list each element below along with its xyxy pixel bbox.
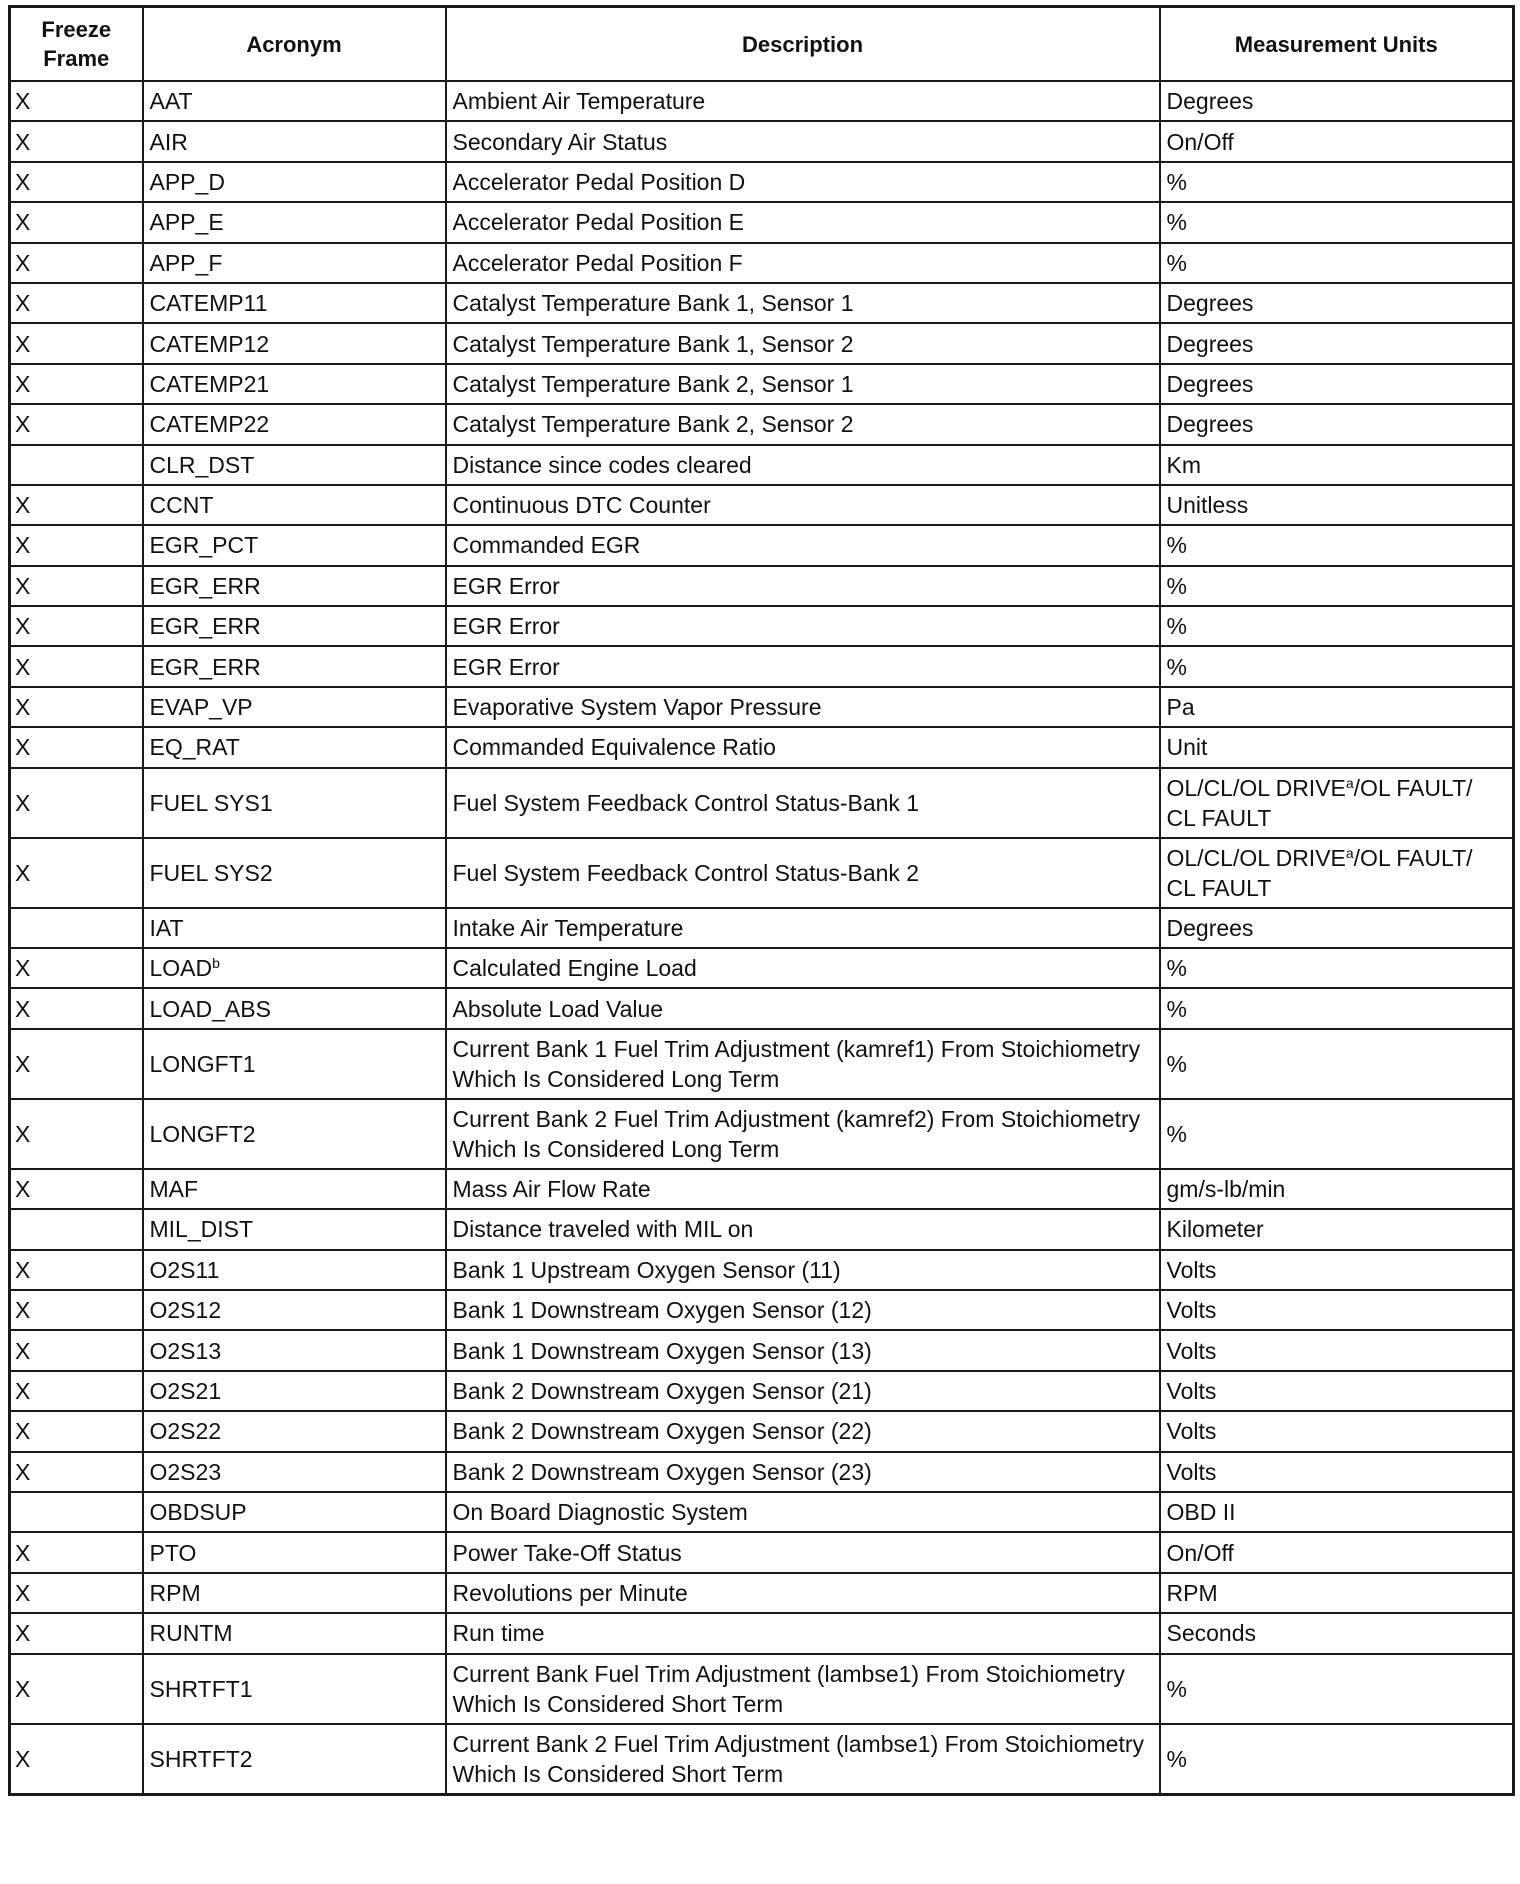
table-row	[10, 162, 1514, 202]
table-row	[10, 1029, 1514, 1099]
table-row	[10, 646, 1514, 686]
cell-measurement-units: Km	[1160, 445, 1514, 485]
cell-freeze-frame: X	[10, 121, 143, 161]
cell-freeze-frame: X	[10, 1169, 143, 1209]
cell-measurement-units: Volts	[1160, 1290, 1514, 1330]
cell-acronym: EVAP_VP	[143, 687, 446, 727]
cell-acronym: O2S22	[143, 1411, 446, 1451]
cell-freeze-frame: X	[10, 1613, 143, 1653]
cell-measurement-units: gm/s-lb/min	[1160, 1169, 1514, 1209]
cell-acronym: SHRTFT2	[143, 1724, 446, 1795]
cell-freeze-frame: X	[10, 1290, 143, 1330]
table-row	[10, 1492, 1514, 1532]
table-row	[10, 1452, 1514, 1492]
cell-freeze-frame: X	[10, 988, 143, 1028]
pid-table	[8, 5, 1515, 1796]
cell-measurement-units: Unit	[1160, 727, 1514, 767]
table-row	[10, 838, 1514, 908]
cell-freeze-frame: X	[10, 606, 143, 646]
footnote-marker: a	[1345, 844, 1354, 861]
table-row	[10, 243, 1514, 283]
cell-acronym: PTO	[143, 1532, 446, 1572]
cell-description: Power Take-Off Status	[446, 1532, 1160, 1572]
pid-reference-table-page	[8, 5, 1515, 1796]
cell-measurement-units: %	[1160, 566, 1514, 606]
table-row	[10, 768, 1514, 838]
cell-description: Accelerator Pedal Position E	[446, 202, 1160, 242]
table-row	[10, 283, 1514, 323]
cell-acronym: CCNT	[143, 485, 446, 525]
cell-measurement-units: %	[1160, 1724, 1514, 1795]
cell-measurement-units: %	[1160, 162, 1514, 202]
table-row	[10, 606, 1514, 646]
cell-description: Current Bank 1 Fuel Trim Adjustment (kamref1) From Stoichiometry Which Is Considered Long Term	[446, 1029, 1160, 1099]
cell-freeze-frame: X	[10, 243, 143, 283]
cell-description: Evaporative System Vapor Pressure	[446, 687, 1160, 727]
cell-freeze-frame: X	[10, 81, 143, 121]
cell-measurement-units: On/Off	[1160, 1532, 1514, 1572]
cell-acronym: AAT	[143, 81, 446, 121]
cell-acronym: FUEL SYS1	[143, 768, 446, 838]
cell-acronym: AIR	[143, 121, 446, 161]
cell-measurement-units: %	[1160, 525, 1514, 565]
cell-description: Ambient Air Temperature	[446, 81, 1160, 121]
cell-freeze-frame	[10, 1209, 143, 1249]
cell-freeze-frame	[10, 445, 143, 485]
cell-description: Bank 2 Downstream Oxygen Sensor (23)	[446, 1452, 1160, 1492]
cell-freeze-frame: X	[10, 1371, 143, 1411]
cell-acronym: APP_F	[143, 243, 446, 283]
cell-freeze-frame: X	[10, 646, 143, 686]
table-row	[10, 1411, 1514, 1451]
cell-acronym: RPM	[143, 1573, 446, 1613]
table-row	[10, 1099, 1514, 1169]
header-row	[10, 7, 1514, 82]
table-row	[10, 1654, 1514, 1724]
header-description: Description	[446, 7, 1160, 82]
cell-freeze-frame: X	[10, 1532, 143, 1572]
cell-acronym: CATEMP12	[143, 323, 446, 363]
cell-measurement-units: %	[1160, 988, 1514, 1028]
cell-acronym: EGR_PCT	[143, 525, 446, 565]
cell-description: Accelerator Pedal Position F	[446, 243, 1160, 283]
cell-measurement-units: Degrees	[1160, 323, 1514, 363]
cell-freeze-frame: X	[10, 525, 143, 565]
cell-freeze-frame: X	[10, 1099, 143, 1169]
cell-acronym: EGR_ERR	[143, 566, 446, 606]
cell-acronym: O2S13	[143, 1330, 446, 1370]
table-row	[10, 988, 1514, 1028]
table-row	[10, 1613, 1514, 1653]
cell-acronym: CATEMP21	[143, 364, 446, 404]
cell-description: Commanded Equivalence Ratio	[446, 727, 1160, 767]
cell-measurement-units: %	[1160, 243, 1514, 283]
cell-acronym: SHRTFT1	[143, 1654, 446, 1724]
table-row	[10, 364, 1514, 404]
cell-acronym: OBDSUP	[143, 1492, 446, 1532]
cell-acronym: O2S12	[143, 1290, 446, 1330]
table-row	[10, 404, 1514, 444]
cell-measurement-units: %	[1160, 1099, 1514, 1169]
cell-description: EGR Error	[446, 646, 1160, 686]
cell-measurement-units: OBD II	[1160, 1492, 1514, 1532]
table-row	[10, 1573, 1514, 1613]
table-row	[10, 727, 1514, 767]
cell-description: Absolute Load Value	[446, 988, 1160, 1028]
cell-acronym: O2S11	[143, 1250, 446, 1290]
cell-description: Fuel System Feedback Control Status-Bank 2	[446, 838, 1160, 908]
cell-freeze-frame: X	[10, 1654, 143, 1724]
cell-measurement-units: On/Off	[1160, 121, 1514, 161]
cell-freeze-frame: X	[10, 687, 143, 727]
units-text-part2: /OL FAULT/ CL FAULT	[1166, 774, 1473, 831]
cell-measurement-units	[1160, 838, 1514, 908]
cell-description: Current Bank 2 Fuel Trim Adjustment (lambse1) From Stoichiometry Which Is Considered Short Term	[446, 1724, 1160, 1795]
table-row	[10, 1724, 1514, 1795]
cell-freeze-frame: X	[10, 485, 143, 525]
cell-freeze-frame: X	[10, 1411, 143, 1451]
cell-description: Continuous DTC Counter	[446, 485, 1160, 525]
cell-freeze-frame: X	[10, 364, 143, 404]
cell-description: EGR Error	[446, 566, 1160, 606]
cell-acronym: MIL_DIST	[143, 1209, 446, 1249]
table-row	[10, 323, 1514, 363]
cell-description: Catalyst Temperature Bank 1, Sensor 2	[446, 323, 1160, 363]
cell-measurement-units: Volts	[1160, 1411, 1514, 1451]
cell-description: Run time	[446, 1613, 1160, 1653]
cell-description: Bank 2 Downstream Oxygen Sensor (21)	[446, 1371, 1160, 1411]
cell-measurement-units: %	[1160, 1654, 1514, 1724]
cell-acronym: RUNTM	[143, 1613, 446, 1653]
cell-description: Mass Air Flow Rate	[446, 1169, 1160, 1209]
cell-measurement-units: %	[1160, 646, 1514, 686]
cell-description: On Board Diagnostic System	[446, 1492, 1160, 1532]
cell-measurement-units: Volts	[1160, 1330, 1514, 1370]
cell-freeze-frame: X	[10, 948, 143, 988]
table-row	[10, 1250, 1514, 1290]
table-row	[10, 908, 1514, 948]
cell-freeze-frame: X	[10, 162, 143, 202]
cell-freeze-frame: X	[10, 1573, 143, 1613]
cell-acronym: CLR_DST	[143, 445, 446, 485]
cell-description: Bank 1 Upstream Oxygen Sensor (11)	[446, 1250, 1160, 1290]
cell-freeze-frame: X	[10, 202, 143, 242]
header-freeze-frame: Freeze Frame	[10, 7, 143, 82]
cell-freeze-frame	[10, 1492, 143, 1532]
cell-freeze-frame: X	[10, 283, 143, 323]
cell-description: Intake Air Temperature	[446, 908, 1160, 948]
cell-description: Secondary Air Status	[446, 121, 1160, 161]
cell-measurement-units: Degrees	[1160, 283, 1514, 323]
cell-measurement-units: %	[1160, 606, 1514, 646]
cell-measurement-units: Degrees	[1160, 404, 1514, 444]
cell-acronym: CATEMP22	[143, 404, 446, 444]
cell-measurement-units: Kilometer	[1160, 1209, 1514, 1249]
cell-description: Distance traveled with MIL on	[446, 1209, 1160, 1249]
table-row	[10, 1290, 1514, 1330]
cell-description: Revolutions per Minute	[446, 1573, 1160, 1613]
cell-measurement-units: %	[1160, 948, 1514, 988]
table-row	[10, 81, 1514, 121]
table-row	[10, 202, 1514, 242]
table-row	[10, 1532, 1514, 1572]
table-row	[10, 525, 1514, 565]
cell-measurement-units: Unitless	[1160, 485, 1514, 525]
cell-measurement-units: Degrees	[1160, 908, 1514, 948]
cell-acronym: O2S23	[143, 1452, 446, 1492]
cell-description: Current Bank 2 Fuel Trim Adjustment (kamref2) From Stoichiometry Which Is Considered Long Term	[446, 1099, 1160, 1169]
table-row	[10, 1169, 1514, 1209]
acronym-text: LOAD	[149, 955, 213, 982]
cell-freeze-frame: X	[10, 727, 143, 767]
cell-acronym: APP_D	[143, 162, 446, 202]
cell-acronym: LOAD_ABS	[143, 988, 446, 1028]
cell-measurement-units	[1160, 768, 1514, 838]
cell-freeze-frame: X	[10, 1452, 143, 1492]
cell-acronym: LONGFT2	[143, 1099, 446, 1169]
cell-description: EGR Error	[446, 606, 1160, 646]
cell-acronym: IAT	[143, 908, 446, 948]
cell-measurement-units: %	[1160, 1029, 1514, 1099]
cell-measurement-units: Pa	[1160, 687, 1514, 727]
cell-freeze-frame: X	[10, 323, 143, 363]
cell-description: Bank 2 Downstream Oxygen Sensor (22)	[446, 1411, 1160, 1451]
cell-acronym: LONGFT1	[143, 1029, 446, 1099]
cell-freeze-frame: X	[10, 1250, 143, 1290]
cell-description: Commanded EGR	[446, 525, 1160, 565]
cell-acronym: EGR_ERR	[143, 646, 446, 686]
cell-measurement-units: Degrees	[1160, 81, 1514, 121]
cell-freeze-frame	[10, 908, 143, 948]
table-row	[10, 121, 1514, 161]
cell-acronym: EQ_RAT	[143, 727, 446, 767]
header-acronym: Acronym	[143, 7, 446, 82]
cell-freeze-frame: X	[10, 1330, 143, 1370]
header-measurement-units: Measurement Units	[1160, 7, 1514, 82]
cell-acronym: CATEMP11	[143, 283, 446, 323]
cell-measurement-units: Volts	[1160, 1371, 1514, 1411]
cell-measurement-units: %	[1160, 202, 1514, 242]
cell-freeze-frame: X	[10, 838, 143, 908]
cell-acronym: O2S21	[143, 1371, 446, 1411]
cell-description: Catalyst Temperature Bank 2, Sensor 2	[446, 404, 1160, 444]
cell-acronym: FUEL SYS2	[143, 838, 446, 908]
cell-description: Catalyst Temperature Bank 2, Sensor 1	[446, 364, 1160, 404]
cell-acronym: EGR_ERR	[143, 606, 446, 646]
table-row	[10, 687, 1514, 727]
table-row	[10, 948, 1514, 988]
table-body	[10, 81, 1514, 1794]
table-row	[10, 1209, 1514, 1249]
cell-measurement-units: Seconds	[1160, 1613, 1514, 1653]
table-row	[10, 566, 1514, 606]
table-row	[10, 445, 1514, 485]
cell-description: Current Bank Fuel Trim Adjustment (lambse1) From Stoichiometry Which Is Considered Short Term	[446, 1654, 1160, 1724]
cell-description: Fuel System Feedback Control Status-Bank 1	[446, 768, 1160, 838]
cell-description: Catalyst Temperature Bank 1, Sensor 1	[446, 283, 1160, 323]
cell-measurement-units: Volts	[1160, 1452, 1514, 1492]
cell-description: Accelerator Pedal Position D	[446, 162, 1160, 202]
units-text-part1: OL/CL/OL DRIVE	[1166, 844, 1346, 871]
cell-description: Calculated Engine Load	[446, 948, 1160, 988]
cell-description: Bank 1 Downstream Oxygen Sensor (13)	[446, 1330, 1160, 1370]
cell-measurement-units: Volts	[1160, 1250, 1514, 1290]
units-text-part1: OL/CL/OL DRIVE	[1166, 774, 1346, 801]
cell-freeze-frame: X	[10, 404, 143, 444]
units-text-part2: /OL FAULT/ CL FAULT	[1166, 844, 1473, 901]
cell-measurement-units: Degrees	[1160, 364, 1514, 404]
footnote-marker: a	[1345, 774, 1354, 791]
cell-acronym: MAF	[143, 1169, 446, 1209]
table-row	[10, 1330, 1514, 1370]
cell-measurement-units: RPM	[1160, 1573, 1514, 1613]
cell-freeze-frame: X	[10, 768, 143, 838]
cell-freeze-frame: X	[10, 1029, 143, 1099]
cell-description: Bank 1 Downstream Oxygen Sensor (12)	[446, 1290, 1160, 1330]
cell-freeze-frame: X	[10, 566, 143, 606]
footnote-marker: b	[212, 955, 220, 972]
cell-acronym	[143, 948, 446, 988]
table-row	[10, 1371, 1514, 1411]
cell-description: Distance since codes cleared	[446, 445, 1160, 485]
table-row	[10, 485, 1514, 525]
cell-freeze-frame: X	[10, 1724, 143, 1795]
cell-acronym: APP_E	[143, 202, 446, 242]
